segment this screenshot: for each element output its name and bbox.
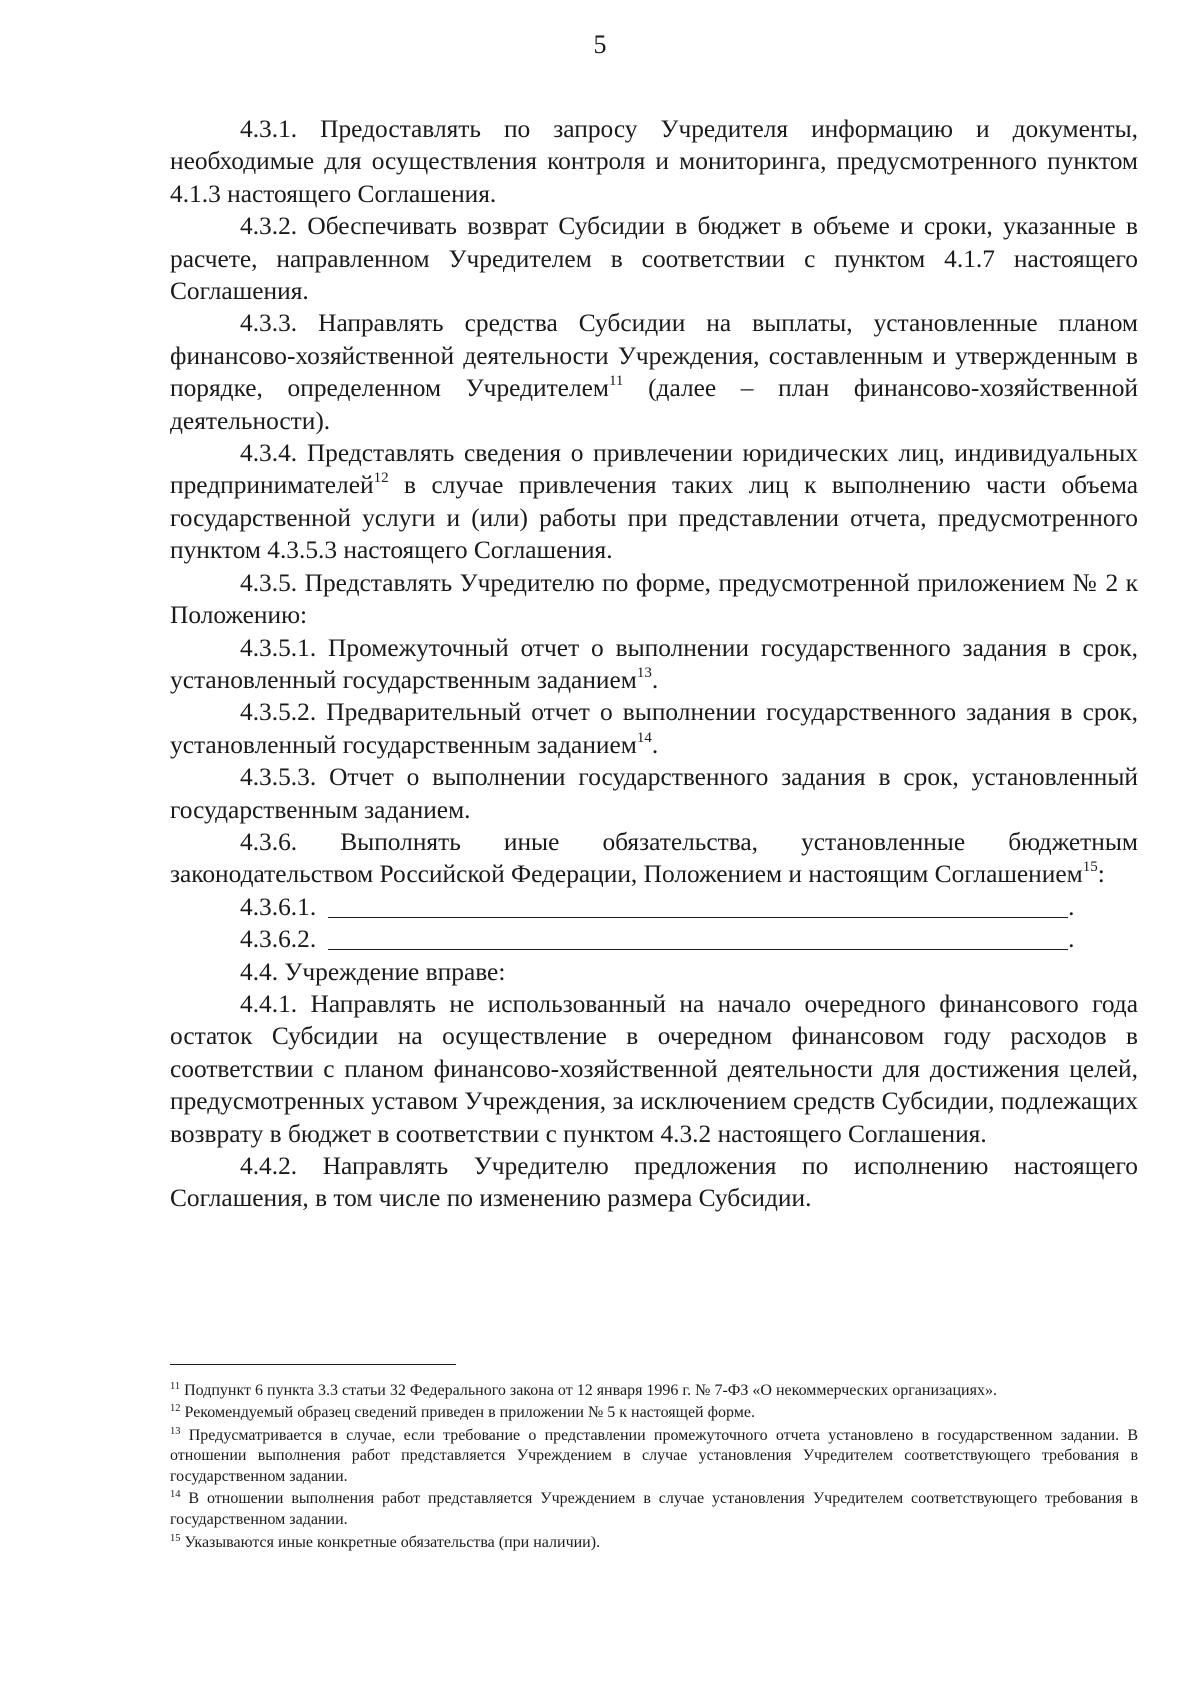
footnote-separator: [170, 1364, 456, 1365]
fill-line-label: 4.3.6.1.: [240, 892, 317, 921]
footnote-ref: 13: [636, 664, 652, 681]
paragraph-4-3-6: 4.3.6. Выполнять иные обязательства, установленные бюджетным законодательством Российской Федерации, Положением и настоящим Соглашением$^{15}$:: [170, 827, 1138, 889]
footnote-15: $^{15}$ Указываются иные конкретные обязательства (при наличии).: [170, 1532, 601, 1551]
paragraph-4-3-3: 4.3.3. Направлять средства Субсидии на выплаты, установленные планом финансово-хозяйственной деятельности Учреждения, составленным и утвержденным в порядке, определенном Учредителем$^{11}$ (далее – план финансово-хозяйственной деятельности).: [170, 309, 1138, 435]
page-number: 5: [593, 30, 607, 59]
paragraph-4-4: 4.4. Учреждение вправе:: [240, 957, 506, 986]
fill-line-label: 4.3.6.2.: [240, 925, 317, 954]
footnote-ref: 12: [373, 470, 389, 487]
paragraph-4-3-4: 4.3.4. Представлять сведения о привлечении юридических лиц, индивидуальных предпринимателей$^{12}$ в случае привлечения таких лиц к выполнению части объема государственной услуги и (или) работы при представлении отчета, предусмотренного пунктом 4.3.5.3 настоящего Соглашения.: [170, 439, 1138, 565]
paragraph-4-3-5-2: 4.3.5.2. Предварительный отчет о выполнении государственного задания в срок, установленный государственным заданием$^{14}$.: [170, 698, 1138, 759]
fill-line-end: .: [1068, 892, 1075, 921]
fill-line-4-3-6-1: [170, 891, 1138, 923]
footnote-13: $^{13}$ Предусматривается в случае, если требование о представлении промежуточного отчета установлено в государственном задании. В отношении выполнения работ представляется Учреждением в случае установления Учредителем соответствующего требования в государственном задании.: [170, 1425, 1138, 1486]
footnote-11: $^{11}$ Подпункт 6 пункта 3.3 статьи 32 Федерального закона от 12 января 1996 г. № 7-ФЗ «О некоммерческих организациях».: [170, 1381, 997, 1399]
footnotes: [170, 1364, 1138, 1555]
footnote-12: $^{12}$ Рекомендуемый образец сведений приведен в приложении № 5 к настоящей форме.: [170, 1403, 755, 1422]
fill-line-4-3-6-2: [170, 923, 1138, 955]
document-body: [170, 113, 1138, 1215]
footnote-ref: 15: [1082, 859, 1098, 876]
paragraph-4-3-2: 4.3.2. Обеспечивать возврат Субсидии в бюджет в объеме и сроки, указанные в расчете, направленном Учредителем в соответствии с пунктом 4.1.7 настоящего Соглашения.: [170, 212, 1138, 306]
footnote-ref: 14: [636, 729, 652, 746]
blank-line: [328, 916, 1068, 918]
paragraph-4-4-2: 4.4.2. Направлять Учредителю предложения по исполнению настоящего Соглашения, в том числе по изменению размера Субсидии.: [170, 1152, 1138, 1213]
paragraph-4-3-5: 4.3.5. Представлять Учредителю по форме, предусмотренной приложением № 2 к Положению:: [170, 568, 1138, 630]
footnote-14: $^{14}$ В отношении выполнения работ представляется Учреждением в случае установления Учредителем соответствующего требования в государственном задании.: [170, 1489, 1138, 1529]
footnote-ref: 11: [608, 373, 624, 390]
paragraph-4-4-1: 4.4.1. Направлять не использованный на начало очередного финансового года остаток Субсидии на осуществление в очередном финансовом году расходов в соответствии с планом финансово-хозяйственной деятельности для достижения целей, предусмотренных уставом Учреждения, за исключением средств Субсидии, подлежащих возврату в бюджет в соответствии с пунктом 4.3.2 настоящего Соглашения.: [170, 989, 1138, 1148]
paragraph-4-3-1: 4.3.1. Предоставлять по запросу Учредителя информацию и документы, необходимые для осуществления контроля и мониторинга, предусмотренного пунктом 4.1.3 настоящего Соглашения.: [170, 115, 1138, 208]
blank-line: [328, 948, 1068, 950]
paragraph-4-3-5-3: 4.3.5.3. Отчет о выполнении государственного задания в срок, установленный государственным заданием.: [170, 763, 1138, 824]
fill-line-end: .: [1068, 925, 1075, 954]
paragraph-4-3-5-1: 4.3.5.1. Промежуточный отчет о выполнении государственного задания в срок, установленный государственным заданием$^{13}$.: [170, 633, 1138, 694]
